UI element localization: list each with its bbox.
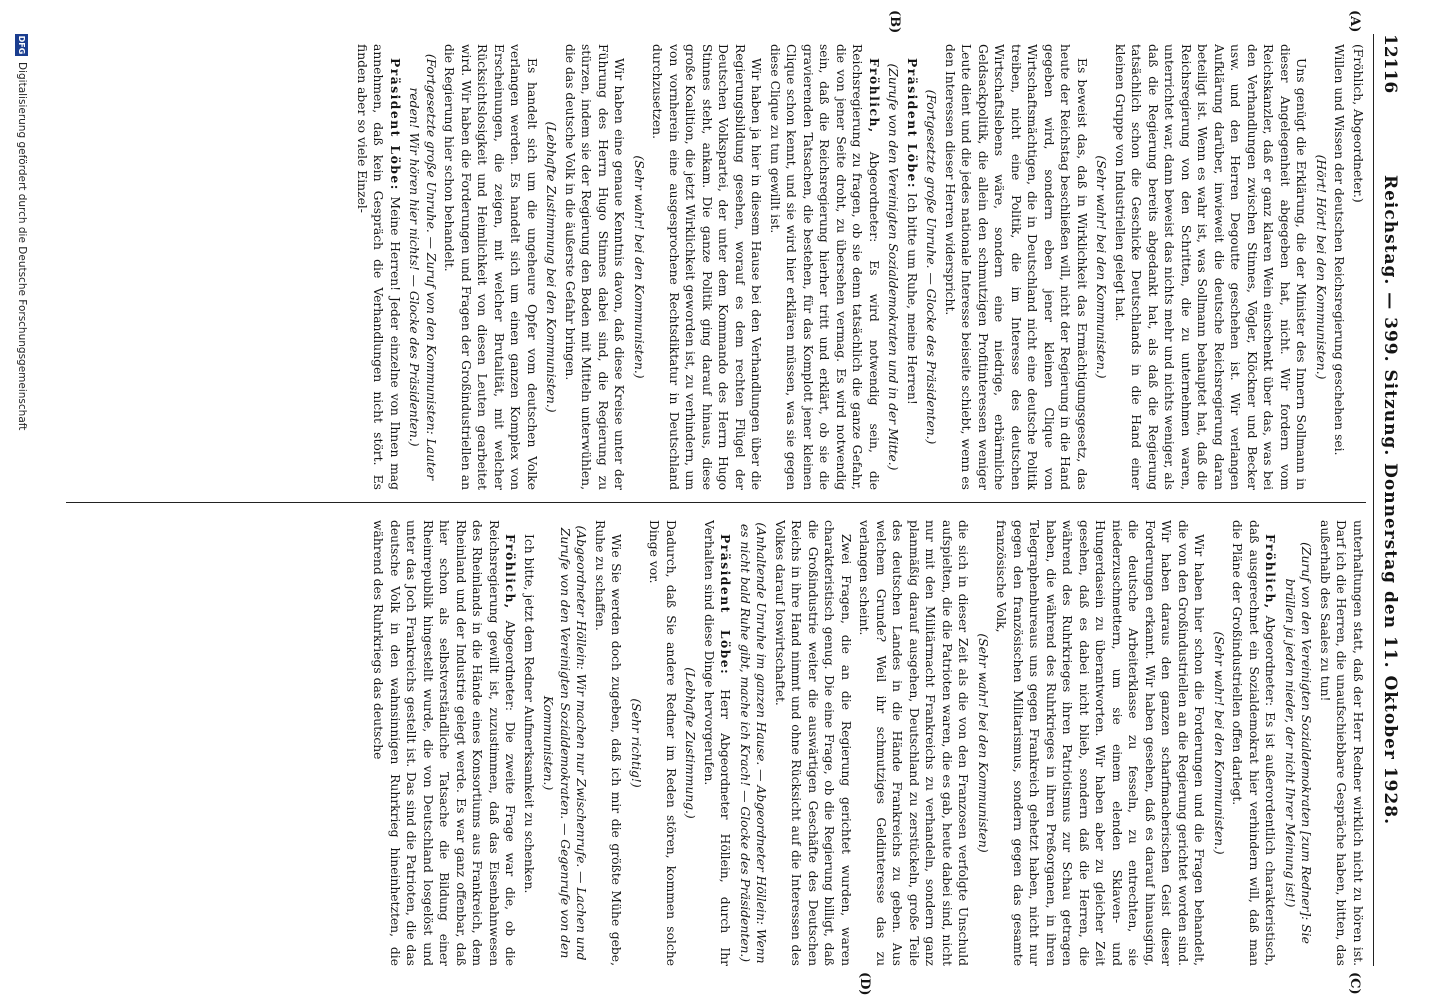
funding-note: Digitalisierung gefördert durch die Deutsche Forschungsgemeinschaft (16, 62, 28, 431)
paragraph: die sich in dieser Zeit als die von den Franzosen verfolgte Unschuld aufspielten, die die Patrioten waren, die es gab, heute dabei sind, nicht nur mit den Militärmacht Frankreichs zu verhandeln, sondern ganz planmäßig darauf ausgehen, Deutschland zu zerstückeln, große Teile des deutschen Landes in die Hände Frankreichs zu geben. Aus welchem Grunde? Weil ihr schmutziges Geldinteresse das zu verlangen scheint. (857, 520, 971, 966)
interjection: (Sehr wahr! bei den Kommunisten.) (1094, 155, 1109, 379)
speech-paragraph (354, 44, 404, 490)
interjection: (Sehr richtig!) (629, 698, 643, 788)
speaker-name: Präsident Löbe: (718, 534, 734, 676)
page-title: Reichstag. — 399. Sitzung. Donnerstag den 11. Oktober 1928. (1380, 174, 1400, 826)
interjection: (Fortgesetzte große Unruhe. — Zuruf von den Kommunisten: Lauter reden! Wir hören hier nichts! — Glocke des Präsidenten.) (407, 53, 438, 481)
interjection: (Zuruf von den Vereinigten Sozialdemokraten [zum Redner]: Sie brüllen ja jeden nieder, der nicht Ihrer Meinung ist!) (1283, 542, 1314, 944)
speech-text: Ich bitte um Ruhe, meine Herren! (905, 192, 919, 405)
interjection: (Anhaltende Unruhe im ganzen Hause. — Abgeordneter Höllein: Wenn es nicht bald Ruhe gibt, mache ich Krach! — Glocke des Präsidenten.) (738, 522, 769, 964)
interjection: (Lebhafte Zustimmung bei den Kommunisten.) (544, 121, 559, 413)
interjection: (Zurufe von den Vereinigten Sozialdemokraten und in der Mitte.) (886, 63, 901, 471)
interjection: (Sehr wahr! bei den Kommunisten) (976, 633, 990, 853)
speech-paragraph (767, 44, 883, 490)
column-divider (66, 502, 1366, 503)
paragraph: Ich bitte, jetzt dem Redner Aufmerksamkeit zu schenken. (522, 534, 536, 894)
right-column (56, 520, 1366, 966)
speech-text: Meine Herren! Jeder einzelne von Ihnen mag annehmen, daß kein Gespräch die Verhandlungen nicht stört. Es finden aber so viele Einzel- (355, 44, 402, 490)
paragraph: Uns genügt die Erklärung, die der Minister des Innern Sollmann in dieser Angelegenheit abgegeben hat, nicht. Wir fordern vom Reichskanzler, daß er ganz klaren Wein einschenkt über das, was bei den Verhandlungen zwischen Stinnes, Vögler, Klöckner und Becker usw. und den Herren Degoutte geschehen ist. Wir verlangen Aufklärung darüber, inwieweit die deutsche Reichsregierung daran beteiligt ist. Wenn es wahr ist, was Sollmann behauptet hat, daß die Reichsregierung von den Schritten, die zu unternehmen waren, unterrichtet war, dann beweist das nichts mehr und nichts weniger, als daß die Regierung bereits abgedankt hat, als daß die Regierung tatsächlich schon die Geschicke Deutschlands in die Hand einer kleinen Gruppe von Industriellen gelegt hat. (1113, 44, 1309, 490)
paragraph: unterhaltungen statt, daß der Herr Redner wirklich nicht zu hören ist. Darf ich die Herren, die unaufschiebbare Gespräche haben, bitten, das außerhalb des Saales zu tun! (1318, 520, 1365, 966)
interjection: (Sehr wahr! bei den Kommunisten.) (632, 155, 646, 379)
speech-text: Abgeordneter: Es wird notwendig sein, die Reichsregierung zu fragen, ob sie denn tatsächlich die ganze Gefahr, die von jener Seite droht, zu übersehen vermag. Es wird notwendig sein, daß die Reichsregierung hierher tritt und erklärt, ob sie die gravierenden Tatsachen, die bestehen, für das Komplott jener kleinen Clique schon kennt, und sie wird hier erklären müssen, was sie gegen diese Clique zu tun gewillt ist. (768, 44, 881, 490)
paragraph: Wir haben hier schon die Forderungen und die Fragen behandelt, die von den Großindustriellen an die Regierung gerichtet worden sind. Wir haben daraus den ganzen scharfmacherischen Geist dieser Forderungen erkannt. Wir haben gesehen, daß es darauf hinausging, die deutsche Arbeiterklasse zu fesseln, zu entrechten, sie niederzuschmettern, um sie einem elenden Sklaven- und Hungerdasein zu überantworten. Wir haben aber zu gleicher Zeit gesehen, daß es dabei nicht blieb, sondern daß die Herren, die während des Ruhrkrieges ihren Patriotismus zur Schau getragen haben, die während des Ruhrkrieges in ihren Preßorganen, in ihren Telegraphenbureaus uns gegen Frankreich gehetzt haben, nicht nur gegen den französischen Militarismus, sondern gegen das gesamte französische Volk, (994, 520, 1207, 966)
left-column (56, 44, 1366, 490)
margin-marker-d: (D) (857, 972, 872, 996)
speech-paragraph (904, 44, 921, 490)
speaker-name: Fröhlich, (1263, 534, 1279, 610)
header-rule (1373, 34, 1374, 966)
speaker-name: Präsident Löbe: (905, 58, 920, 189)
paragraph: Wir haben eine genaue Kenntnis davon, daß diese Kreise unter der Führung des Herrn Hugo Stinnes dabei sind, die Regierung zu stürzen, indem sie der Regierung den Boden mit Mitteln unterwühlen, die das deutsche Volk in die äußerste Gefahr bringen. (563, 44, 627, 490)
margin-marker-c: (C) (1347, 972, 1362, 995)
speech-text: Abgeordneter: Die zweite Frage war die, ob die Reichsregierung gewillt ist, zuzustimmen, daß das Eisenbahnwesen des Rheinlands in die Hände eines Konsortiums aus Frankreich, dem Rheinland und der Industrie gelegt werde. Es war ganz offenbar, daß hier schon als selbstverständliche Tatsache die Bildung einer Rheinrepublik hingestellt wurde, die von Deutschland losgelöst und unter das Joch Frankreichs gestellt ist. Das sind die Patrioten, die das deutsche Volk in den wahnsinnigen Ruhrkrieg hineinhetzten, die während des Ruhrkriegs das deutsche (371, 520, 518, 966)
speaker-name: Präsident Löbe: (388, 58, 403, 191)
interjection: (Abgeordneter Höllein: Wir machen nur Zwischenrufe. — Lachen und Zurufe von den Vereinigten Sozialdemokraten. — Gegenrufe von den Kommunisten.) (541, 525, 589, 961)
page-header (1374, 34, 1404, 966)
margin-marker-a: (A) (1347, 10, 1362, 33)
dfg-logo: DFG (17, 35, 26, 55)
interjection: (Hört! Hört! bei den Kommunisten.) (1314, 154, 1328, 380)
speech-text: Abgeordneter: Es ist außerordentlich charakteristisch, daß ausgerechnet ein Sozialdemokrat hier verhindern will, daß man die Pläne der Großindustriellen offen darlegt. (1230, 520, 1278, 966)
interjection: (Fortgesetzte große Unruhe. — Glocke des Präsidenten.) (924, 89, 939, 445)
margin-marker-b: (B) (887, 10, 902, 34)
paragraph: Es handelt sich um die ungeheure Opfer vom deutschen Volke verlangen werden. Es handelt sich um einen ganzen Komplex von Erscheinungen, die zeigen, mit welcher Brutalität, mit welcher Rücksichtslosigkeit und Heimlichkeit von diesen Leuten gearbeitet wird. Wir haben die Forderungen und Fragen der Großindustriellen an die Regierung hier schon behandelt. (442, 44, 539, 490)
speech-paragraph (1229, 520, 1279, 966)
digitization-footer (6, 34, 42, 966)
paragraph: Zwei Fragen, die an die Regierung gerichtet wurden, waren charakteristisch genug. Die eine Frage, ob die Regierung billigt, daß die Großindustrie weiter die auswärtigen Geschäfte des Deutschen Reichs in ihre Hand nimmt und ohne Rücksicht auf die Interessen des Volkes darauf loswirtschaftet. (773, 520, 853, 966)
speaker-name: Fröhlich, (867, 58, 882, 134)
speech-paragraph (370, 520, 519, 966)
paragraph: Dadurch, daß Sie andere Redner im Reden stören, kommen solche Dinge vor. (647, 520, 678, 966)
paragraph: Wie Sie werden doch zugeben, daß ich mir die größte Mühe gebe, Ruhe zu schaffen. (593, 520, 624, 966)
paragraph: Es beweist das, daß in Wirklichkeit das Ermächtigungsgesetz, das heute der Reichstag beschließen will, nicht der Regierung in die Hand gegeben wird, sondern eben jener kleinen Clique von Wirtschaftsmächtigen, die in Deutschland nicht eine deutsche Politik treiben, nicht eine Politik, die im Interesse des deutschen Wirtschaftslebens wäre, sondern eine niedrige, erbärmliche Geldsackpolitik, die allein den schmutzigen Profitinteressen weniger Leute dient und die jedes nationale Interesse beiseite schiebt, wenn es den Interessen dieser Herren widerspricht. (943, 44, 1089, 490)
speech-paragraph (701, 520, 734, 966)
speaker-reference: (Fröhlich, Abgeordneter.) (1351, 44, 1365, 203)
interjection: (Sehr wahr! bei den Kommunisten.) (1212, 631, 1226, 855)
speaker-name: Fröhlich, (503, 534, 519, 610)
speech-text: Herr Abgeordneter Höllein, durch Ihr Verhalten sind diese Dinge hervorgerufen. (702, 520, 733, 966)
paragraph: Willen und Wissen der deutschen Reichsregierung geschehen sei. (1332, 44, 1347, 456)
paragraph: Wir haben ja hier in diesem Hause bei den Verhandlungen über die Regierungsbildung gesehen, worauf es dem rechten Flügel der Deutschen Volkspartei, der unter dem Kommando des Herrn Hugo Stinnes steht, ankam. Die ganze Politik ging darauf hinaus, diese große Koalition, die jetzt Wirklichkeit geworden ist, zu verhindern, um von vornherein eine ausgesprochene Rechtsdiktatur in Deutschland durchzusetzen. (650, 44, 764, 490)
interjection: (Lebhafte Zustimmung.) (683, 667, 698, 819)
page-number: 12116 (1380, 34, 1400, 94)
